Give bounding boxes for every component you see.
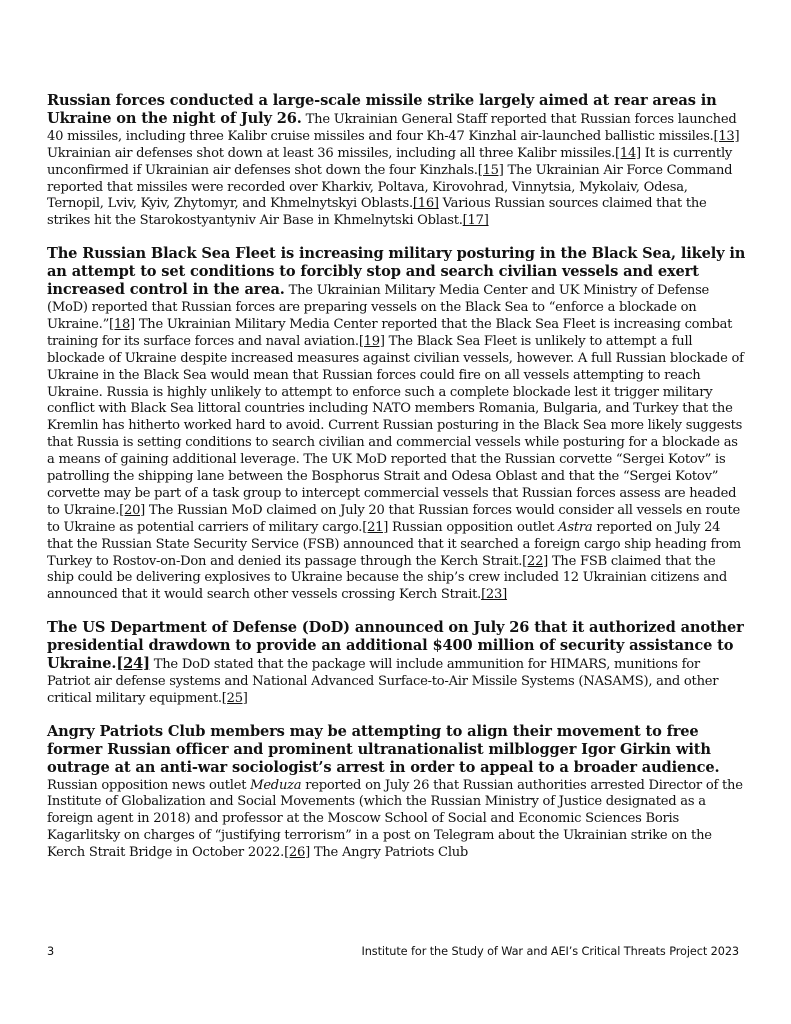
- paragraph: [47, 620, 746, 708]
- footnote-link[interactable]: [22]: [522, 553, 549, 569]
- footnote-link[interactable]: [25]: [221, 690, 248, 706]
- footnote-link[interactable]: [20]: [119, 502, 146, 518]
- body-text: The Russian MoD claimed on July 20 that Russian forces would consider all vessels en route to Ukraine as potential carriers of military cargo.: [47, 502, 740, 535]
- body-text: The Ukrainian Air Force Command reported that missiles were recorded over Kharkiv, Poltava, Kirovohrad, Vinnytsia, Mykolaiv, Odesa, Ternopil, Lviv, Kyiv, Zhytomyr, and Khmelnytskyi Oblasts.: [47, 162, 733, 212]
- body-text: The Ukrainian Military Media Center reported that the Black Sea Fleet is increasing combat training for its surface forces and naval aviation.: [47, 316, 733, 349]
- footnote-link[interactable]: [24]: [116, 655, 150, 673]
- outlet-name: Astra: [558, 519, 593, 535]
- paragraph: [47, 93, 746, 230]
- footnote-link[interactable]: [13]: [713, 128, 740, 144]
- body-text: The Angry Patriots Club: [309, 845, 469, 861]
- paragraph: [47, 246, 746, 604]
- body-text: The DoD stated that the package will include ammunition for HIMARS, munitions for Patriot air defense systems and National Advanced Surface-to-Air Missile Systems (NASAMS), and other critical military equipment.: [47, 657, 719, 706]
- footer-organization: Institute for the Study of War and AEI’s Critical Threats Project 2023: [361, 945, 739, 958]
- body-text: The Ukrainian Military Media Center and UK Ministry of Defense (MoD) reported that Russian forces are preparing vessels on the Black Sea to “enforce a blockade on Ukraine.”: [47, 283, 710, 332]
- body-text: The FSB claimed that the ship could be delivering explosives to Ukraine because the ship’s crew included 12 Ukrainian citizens and announced that it would search other vessels crossing Kerch Strait.: [47, 553, 728, 603]
- document-body: [47, 93, 746, 878]
- footnote-link[interactable]: [26]: [284, 845, 310, 861]
- footnote-link[interactable]: [14]: [615, 145, 641, 161]
- body-text: reported on July 24 that the Russian State Security Service (FSB) announced that it searched a foreign cargo ship heading from Turkey to Rostov-on-Don and denied its passage through the Kerch Strait.: [47, 519, 741, 569]
- paragraph-lead: Angry Patriots Club members may be attempting to align their movement to free former Russian officer and prominent ultranationalist milblogger Igor Girkin with outrage at an anti-war sociologist’s arrest in order to appeal to a broader audience.: [47, 722, 720, 776]
- footnote-link[interactable]: [23]: [481, 587, 507, 603]
- body-text: The Ukrainian General Staff reported that Russian forces launched 40 missiles, including three Kalibr cruise missiles and four Kh-47 Kinzhal air-launched ballistic missiles.: [47, 111, 737, 144]
- paragraph-lead: Russian forces conducted a large-scale missile strike largely aimed at rear areas in Ukraine on the night of July 26.: [47, 92, 717, 127]
- body-text: The Black Sea Fleet is unlikely to attempt a full blockade of Ukraine despite increased measures against civilian vessels, however. A full Russian blockade of Ukraine in the Black Sea would mean that Russian forces could fire on all vessels attempting to reach Ukraine. Russia is highly unlikely to attempt to enforce such a complete blockade lest it trigger military conflict with Black Sea littoral countries including NATO members Romania, Bulgaria, and Turkey that the Kremlin has hitherto worked hard to avoid. Current Russian posturing in the Black Sea more likely suggests that Russia is setting conditions to search civilian and commercial vessels while posturing for a blockade as a means of gaining additional leverage. The UK MoD reported that the Russian corvette “Sergei Kotov” is patrolling the shipping lane between the Bosphorus Strait and Odesa Oblast and that the “Sergei Kotov” corvette may be part of a task group to intercept commercial vessels that Russian forces assess are headed to Ukraine.: [47, 333, 744, 518]
- body-text: Various Russian sources claimed that the strikes hit the Starokostyantyniv Air Base in Khmelnytski Oblast.: [47, 196, 707, 229]
- paragraph-lead: The US Department of Defense (DoD) announced on July 26 that it authorized another presidential drawdown to provide an additional $400 million of security assistance to Ukraine.: [47, 619, 744, 673]
- body-text: Russian opposition outlet: [388, 519, 559, 535]
- outlet-name: Meduza: [250, 777, 302, 793]
- body-text: reported on July 26 that Russian authorities arrested Director of the Institute of Globalization and Social Movements (which the Russian Ministry of Justice designated as a foreign agent in 2018) and professor at the Moscow School of Social and Economic Sciences Boris Kagarlitsky on charges of “justifying terrorism” in a post on Telegram about the Ukrainian strike on the Kerch Strait Bridge in October 2022.: [47, 777, 743, 861]
- page-number: 3: [47, 945, 55, 958]
- footnote-link[interactable]: [18]: [109, 316, 135, 332]
- footnote-link[interactable]: [17]: [462, 213, 489, 229]
- footnote-link[interactable]: [21]: [362, 519, 389, 535]
- footnote-link[interactable]: [15]: [477, 162, 504, 178]
- body-text: Ukrainian air defenses shot down at least 36 missiles, including all three Kalibr missiles.: [47, 145, 615, 161]
- body-text: It is currently unconfirmed if Ukrainian air defenses shot down the four Kinzhals.: [47, 145, 733, 178]
- body-text: Russian opposition news outlet: [47, 777, 251, 793]
- paragraph-lead: The Russian Black Sea Fleet is increasing military posturing in the Black Sea, likely in an attempt to set conditions to forcibly stop and search civilian vessels and exert increased control in the area.: [47, 245, 746, 299]
- footnote-link[interactable]: [19]: [358, 333, 385, 349]
- paragraph: [47, 724, 746, 862]
- footnote-link[interactable]: [16]: [412, 196, 439, 212]
